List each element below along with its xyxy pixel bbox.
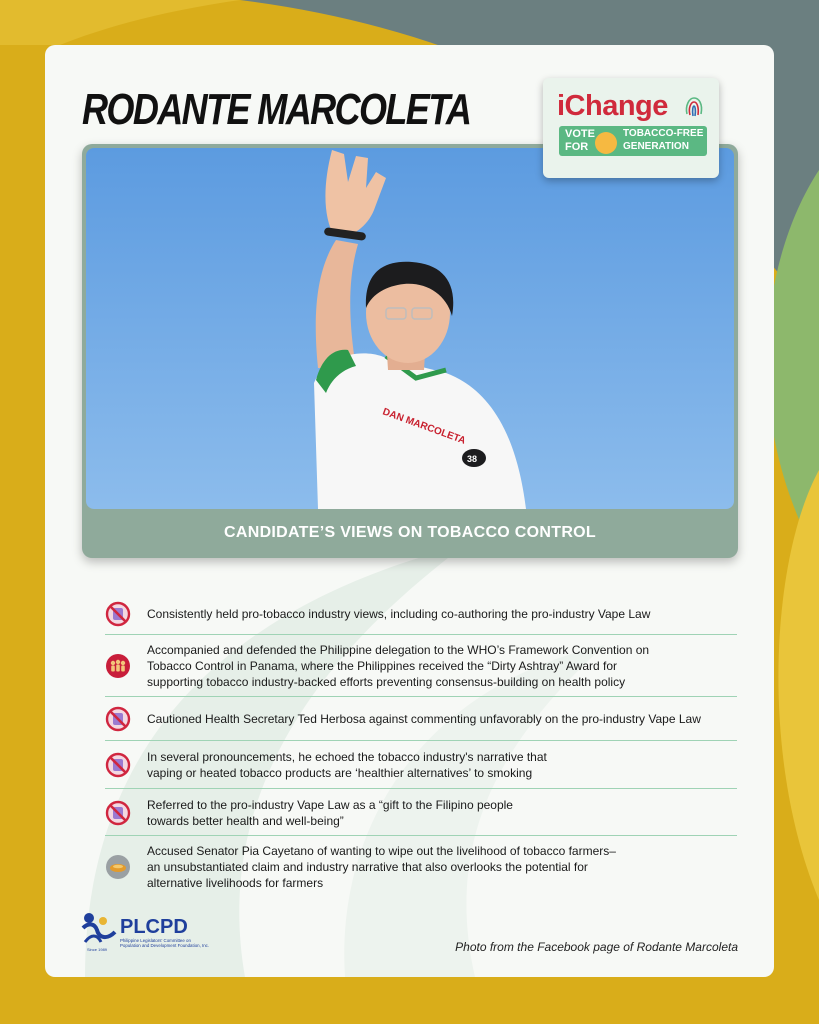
view-text [147, 843, 616, 891]
view-text [147, 711, 701, 727]
fingerprint-icon [683, 94, 705, 120]
view-item [105, 697, 737, 741]
view-text-line: towards better health and well-being” [147, 814, 344, 828]
plcpd-since: Since 1989 [87, 947, 108, 952]
view-text [147, 606, 650, 622]
tobacco-leaf-icon [105, 854, 131, 880]
content-card [45, 45, 774, 977]
no-vaping-icon [105, 800, 131, 826]
view-item [105, 635, 737, 697]
plcpd-acronym: PLCPD [120, 916, 188, 938]
view-text-line: Consistently held pro-tobacco industry views, including co-authoring the pro-industry Vape Law [147, 607, 651, 621]
logo-vote-text: VOTE [565, 128, 595, 140]
view-text [147, 749, 547, 781]
plcpd-full-name: Philippine Legislators' Committee on Population and Development Foundation, Inc. [120, 938, 210, 948]
view-text-line: Referred to the pro-industry Vape Law as a “gift to the Filipino people [147, 798, 513, 812]
logo-wordmark: iChange [557, 90, 668, 122]
ichange-logo [543, 78, 719, 178]
section-title: CANDIDATE’S VIEWS ON TOBACCO CONTROL [224, 524, 596, 541]
view-text [147, 797, 513, 829]
candidate-photo-card [82, 144, 738, 558]
candidate-name: RODANTE MARCOLETA [82, 85, 471, 134]
view-text-line: vaping or heated tobacco products are ‘healthier alternatives’ to smoking [147, 766, 533, 780]
plcpd-logo-icon [81, 912, 117, 946]
view-item [105, 789, 737, 836]
logo-tobacco-free-text: TOBACCO-FREE [623, 128, 704, 139]
view-item [105, 741, 737, 789]
logo-generation-text: GENERATION [623, 141, 689, 152]
view-text-line: Tobacco Control in Panama, where the Philippines received the “Dirty Ashtray” Award for [147, 659, 618, 673]
view-text [147, 642, 649, 690]
candidate-photo [86, 148, 734, 509]
logo-banner [559, 126, 707, 156]
view-text-line: supporting tobacco industry-backed efforts preventing consensus-building on health policy [147, 675, 626, 689]
photo-credit: Photo from the Facebook page of Rodante Marcoleta [455, 940, 738, 954]
logo-for-text: FOR [565, 141, 589, 153]
view-text-line: an unsubstantiated claim and industry narrative that also overlooks the potential for [147, 860, 588, 874]
view-text-line: alternative livelihoods for farmers [147, 876, 324, 890]
hands-sun-icon [595, 132, 617, 154]
no-vaping-icon [105, 706, 131, 732]
delegation-people-icon [105, 653, 131, 679]
views-list [105, 592, 737, 898]
shirt-text: DAN MARCOLETA [380, 406, 468, 447]
view-item [105, 836, 737, 898]
view-text-line: Accompanied and defended the Philippine delegation to the WHO’s Framework Convention on [147, 643, 650, 657]
view-text-line: Cautioned Health Secretary Ted Herbosa against commenting unfavorably on the pro-industry Vape Law [147, 712, 701, 726]
view-text-line: Accused Senator Pia Cayetano of wanting to wipe out the livelihood of tobacco farmers– [147, 844, 616, 858]
no-vaping-icon [105, 752, 131, 778]
view-text-line: In several pronouncements, he echoed the tobacco industry's narrative that [147, 750, 547, 764]
view-item [105, 592, 737, 635]
no-vaping-icon [105, 601, 131, 627]
shirt-number: 38 [467, 454, 478, 464]
